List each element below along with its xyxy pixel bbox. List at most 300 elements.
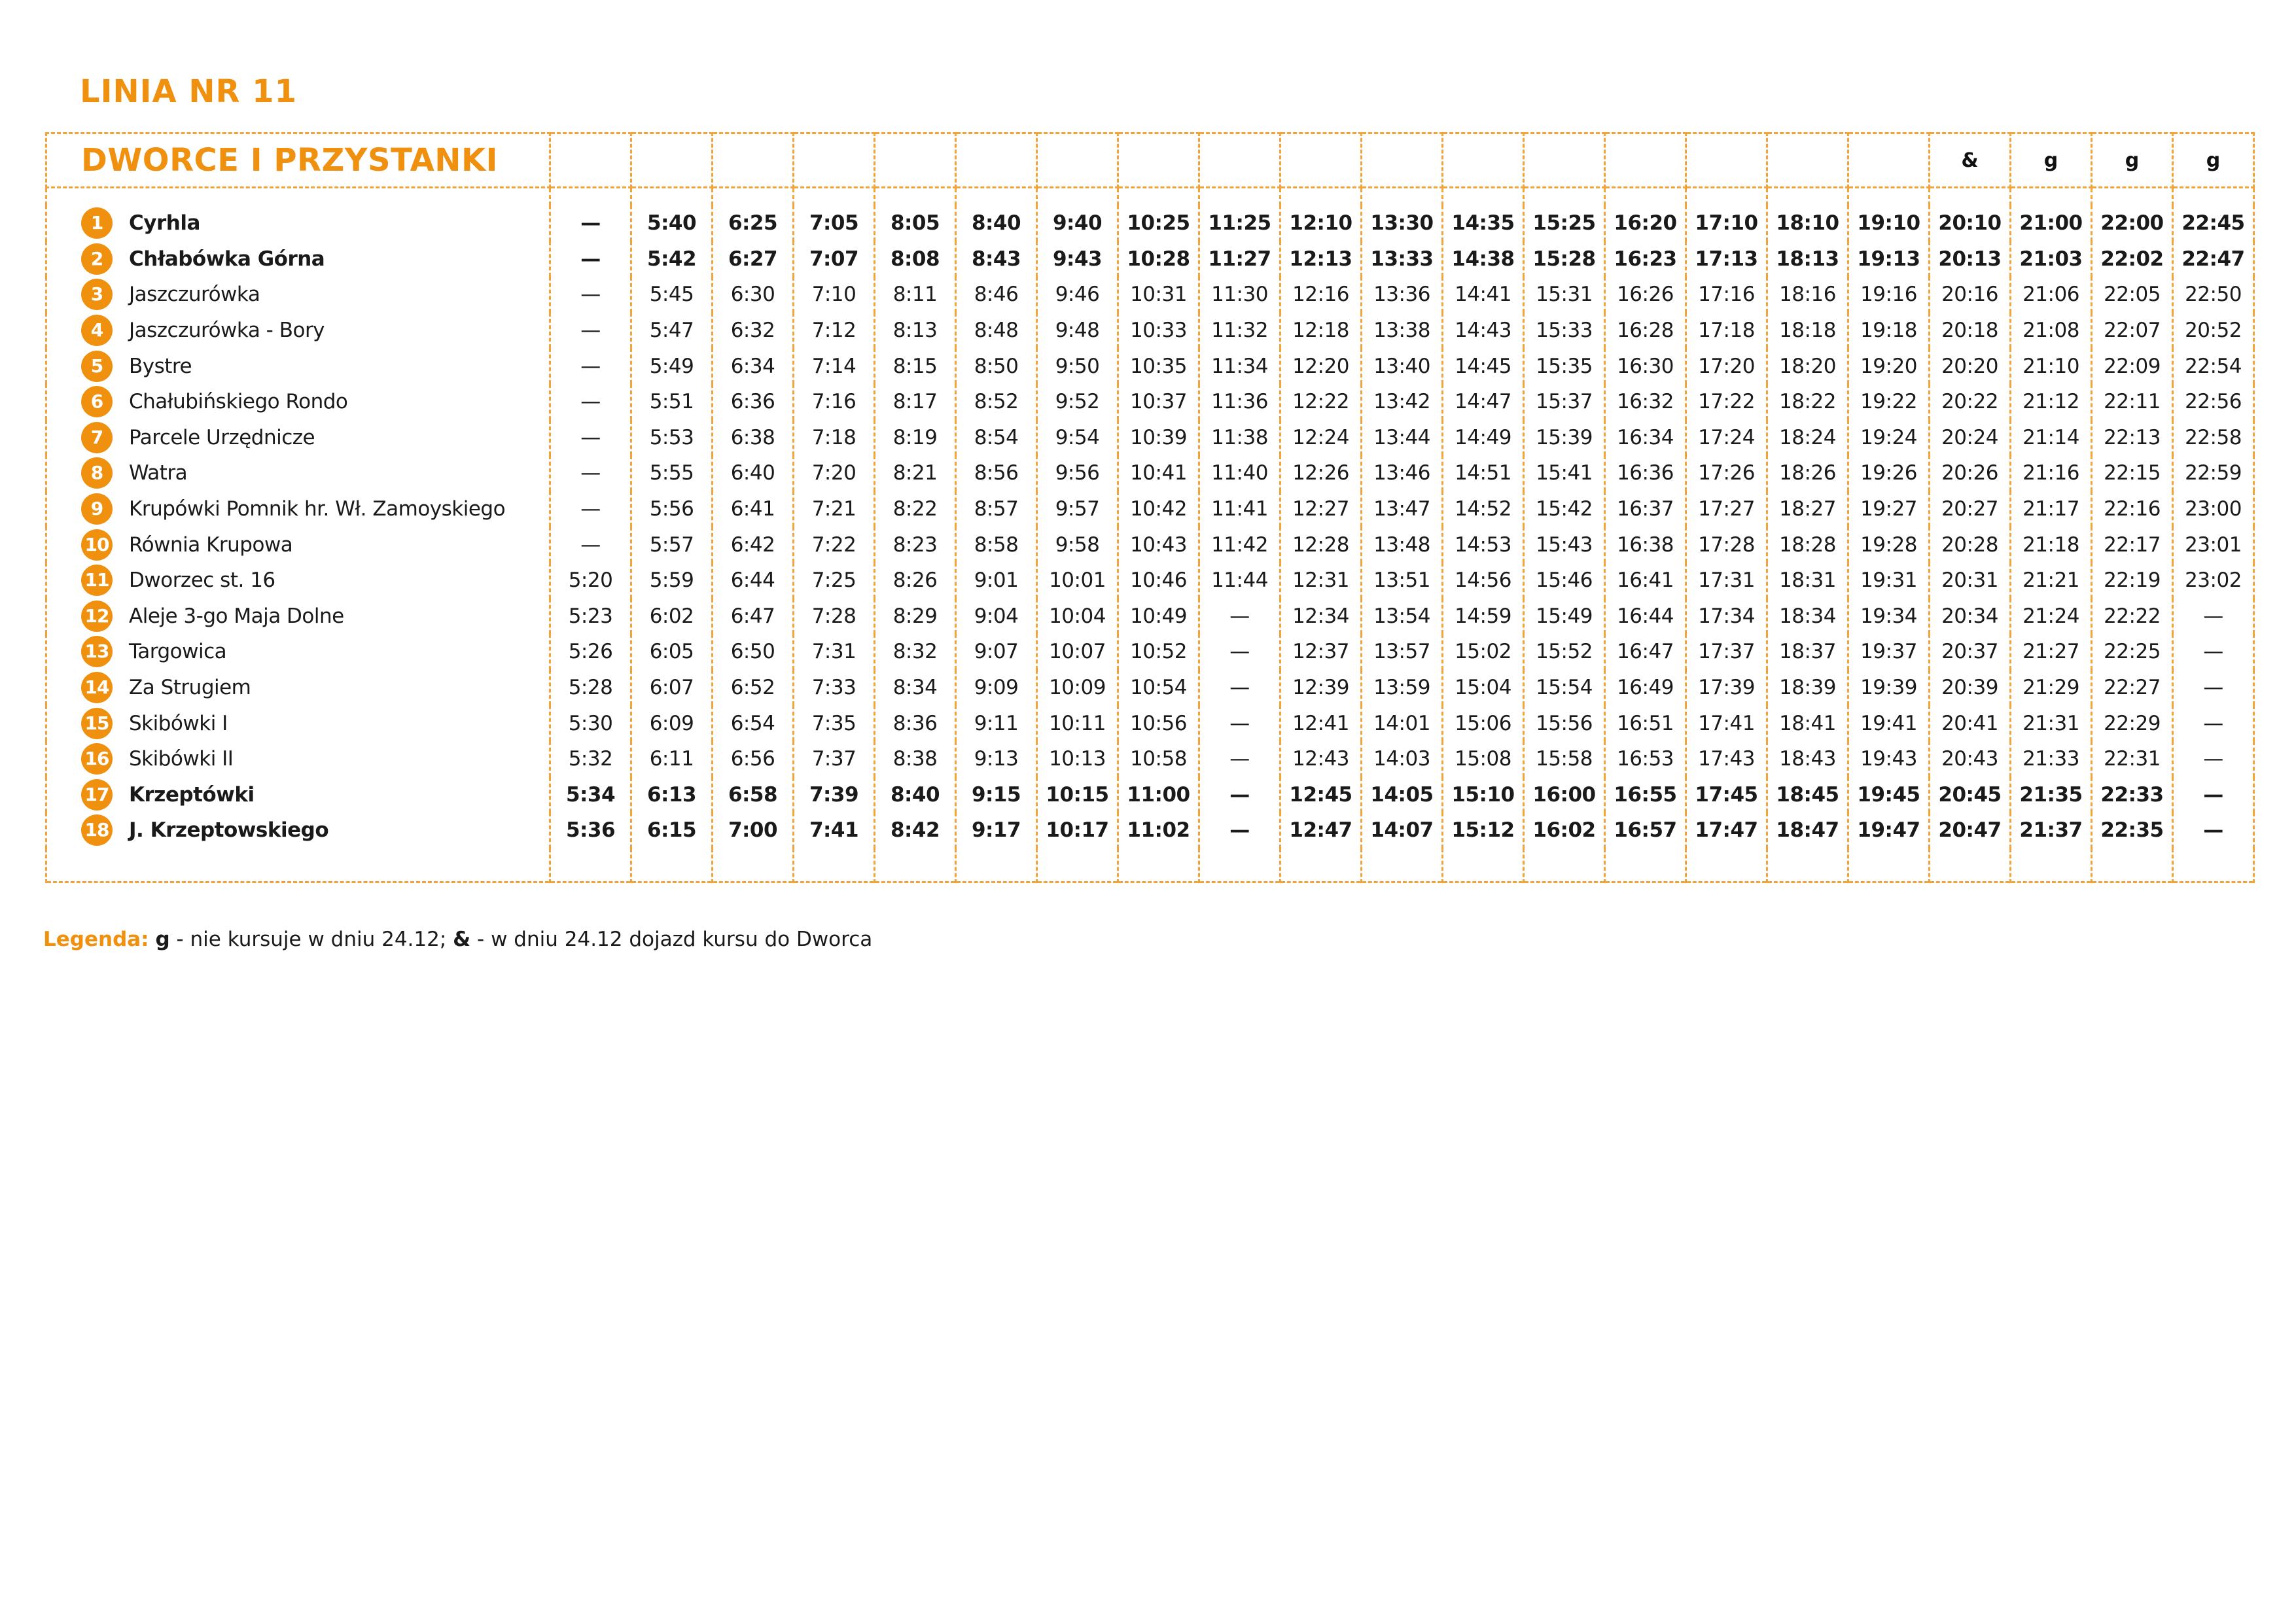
departure-time: 5:55: [631, 455, 713, 491]
departure-time: 9:07: [956, 634, 1037, 670]
stop-row: [46, 563, 2254, 599]
stop-name: Krzeptówki: [129, 782, 255, 807]
departure-time: 14:43: [1443, 313, 1524, 349]
stop-number-badge: 18: [81, 814, 113, 846]
departure-time: 16:47: [1605, 634, 1686, 670]
departure-time: 8:17: [875, 384, 956, 420]
trip-header-16: [1767, 133, 1848, 188]
legend-g-text: - nie kursuje w dniu 24.12;: [169, 928, 453, 951]
departure-time: —: [2173, 670, 2254, 706]
stop-cell: [46, 491, 550, 527]
departure-time: 5:57: [631, 527, 713, 563]
trip-header-19: g: [2011, 133, 2092, 188]
departure-time: 19:20: [1848, 348, 1930, 384]
stop-row: [46, 705, 2254, 741]
departure-time: 16:34: [1605, 420, 1686, 456]
departure-time: 12:22: [1280, 384, 1362, 420]
departure-time: 5:20: [550, 563, 631, 599]
departure-time: 19:45: [1848, 777, 1930, 813]
departure-time: 13:57: [1362, 634, 1443, 670]
departure-time: 8:23: [875, 527, 956, 563]
departure-time: 15:56: [1524, 705, 1605, 741]
departure-time: 15:10: [1443, 777, 1524, 813]
departure-time: 15:33: [1524, 313, 1605, 349]
departure-time: 8:54: [956, 420, 1037, 456]
departure-time: —: [550, 241, 631, 277]
departure-time: 8:15: [875, 348, 956, 384]
departure-time: 9:01: [956, 563, 1037, 599]
departure-time: 20:13: [1930, 241, 2011, 277]
departure-time: 15:54: [1524, 670, 1605, 706]
departure-time: 6:41: [713, 491, 794, 527]
stop-row: [46, 241, 2254, 277]
trip-header-5: [875, 133, 956, 188]
departure-time: 12:45: [1280, 777, 1362, 813]
departure-time: 20:27: [1930, 491, 2011, 527]
departure-time: 14:38: [1443, 241, 1524, 277]
departure-time: 18:43: [1767, 741, 1848, 777]
departure-time: 14:03: [1362, 741, 1443, 777]
stop-number-badge: 8: [81, 457, 113, 489]
departure-time: —: [2173, 634, 2254, 670]
departure-time: 14:56: [1443, 563, 1524, 599]
departure-time: —: [2173, 812, 2254, 848]
departure-time: 18:47: [1767, 812, 1848, 848]
departure-time: 19:37: [1848, 634, 1930, 670]
departure-time: 6:58: [713, 777, 794, 813]
departure-time: 6:15: [631, 812, 713, 848]
departure-time: 17:39: [1686, 670, 1767, 706]
stop-cell: [46, 599, 550, 635]
departure-time: 21:12: [2011, 384, 2092, 420]
departure-time: 18:13: [1767, 241, 1848, 277]
departure-time: 5:32: [550, 741, 631, 777]
departure-time: 14:45: [1443, 348, 1524, 384]
departure-time: 8:22: [875, 491, 956, 527]
departure-time: 12:31: [1280, 563, 1362, 599]
departure-time: 19:39: [1848, 670, 1930, 706]
departure-time: 18:16: [1767, 277, 1848, 313]
departure-time: 21:00: [2011, 205, 2092, 241]
page-title: LINIA NR 11: [80, 73, 297, 110]
departure-time: 16:57: [1605, 812, 1686, 848]
departure-time: 7:22: [794, 527, 875, 563]
stop-number-badge: 4: [81, 315, 113, 346]
departure-time: 13:59: [1362, 670, 1443, 706]
departure-time: 14:51: [1443, 455, 1524, 491]
departure-time: 19:16: [1848, 277, 1930, 313]
departure-time: 11:42: [1199, 527, 1280, 563]
departure-time: 10:54: [1118, 670, 1199, 706]
departure-time: 22:17: [2092, 527, 2173, 563]
departure-time: 7:31: [794, 634, 875, 670]
departure-time: 13:38: [1362, 313, 1443, 349]
departure-time: 22:15: [2092, 455, 2173, 491]
departure-time: 23:00: [2173, 491, 2254, 527]
departure-time: 21:18: [2011, 527, 2092, 563]
departure-time: 6:30: [713, 277, 794, 313]
departure-time: 17:47: [1686, 812, 1767, 848]
departure-time: 6:34: [713, 348, 794, 384]
departure-time: —: [550, 205, 631, 241]
departure-time: 7:41: [794, 812, 875, 848]
spacer-row: [46, 188, 2254, 206]
departure-time: —: [2173, 705, 2254, 741]
departure-time: 15:25: [1524, 205, 1605, 241]
departure-time: 15:04: [1443, 670, 1524, 706]
departure-time: 9:54: [1037, 420, 1118, 456]
departure-time: 20:26: [1930, 455, 2011, 491]
departure-time: 6:47: [713, 599, 794, 635]
departure-time: 21:03: [2011, 241, 2092, 277]
departure-time: 22:35: [2092, 812, 2173, 848]
departure-time: 9:43: [1037, 241, 1118, 277]
departure-time: 10:15: [1037, 777, 1118, 813]
stop-cell: [46, 670, 550, 706]
departure-time: 18:34: [1767, 599, 1848, 635]
departure-time: 16:44: [1605, 599, 1686, 635]
departure-time: 16:02: [1524, 812, 1605, 848]
departure-time: 18:10: [1767, 205, 1848, 241]
departure-time: 16:30: [1605, 348, 1686, 384]
stop-name: Parcele Urzędnicze: [129, 425, 315, 449]
stop-cell: [46, 205, 550, 241]
trip-header-12: [1443, 133, 1524, 188]
stop-number-badge: 9: [81, 493, 113, 525]
trip-header-15: [1686, 133, 1767, 188]
stop-name: Skibówki I: [129, 711, 228, 735]
departure-time: 15:06: [1443, 705, 1524, 741]
stop-name: Równia Krupowa: [129, 532, 293, 557]
departure-time: 22:50: [2173, 277, 2254, 313]
departure-time: 21:17: [2011, 491, 2092, 527]
departure-time: 5:34: [550, 777, 631, 813]
departure-time: 9:50: [1037, 348, 1118, 384]
departure-time: 15:39: [1524, 420, 1605, 456]
stop-number-badge: 11: [81, 565, 113, 596]
departure-time: 7:07: [794, 241, 875, 277]
departure-time: 22:11: [2092, 384, 2173, 420]
departure-time: 9:46: [1037, 277, 1118, 313]
departure-time: 12:39: [1280, 670, 1362, 706]
departure-time: —: [550, 348, 631, 384]
trip-header-9: [1199, 133, 1280, 188]
departure-time: 10:07: [1037, 634, 1118, 670]
departure-time: 15:52: [1524, 634, 1605, 670]
departure-time: 18:41: [1767, 705, 1848, 741]
departure-time: 19:22: [1848, 384, 1930, 420]
departure-time: 14:52: [1443, 491, 1524, 527]
departure-time: 19:18: [1848, 313, 1930, 349]
departure-time: 21:08: [2011, 313, 2092, 349]
departure-time: 13:47: [1362, 491, 1443, 527]
departure-time: 8:48: [956, 313, 1037, 349]
departure-time: 16:32: [1605, 384, 1686, 420]
departure-time: 15:42: [1524, 491, 1605, 527]
stop-row: [46, 348, 2254, 384]
spacer-row: [46, 848, 2254, 882]
departure-time: 7:05: [794, 205, 875, 241]
stop-name: Krupówki Pomnik hr. Wł. Zamoyskiego: [129, 497, 506, 521]
stop-row: [46, 384, 2254, 420]
departure-time: 8:58: [956, 527, 1037, 563]
departure-time: 20:10: [1930, 205, 2011, 241]
stop-name: Dworzec st. 16: [129, 568, 275, 593]
departure-time: 9:13: [956, 741, 1037, 777]
departure-time: 5:47: [631, 313, 713, 349]
departure-time: 22:16: [2092, 491, 2173, 527]
departure-time: 21:35: [2011, 777, 2092, 813]
departure-time: 8:26: [875, 563, 956, 599]
departure-time: 5:59: [631, 563, 713, 599]
trip-header-7: [1037, 133, 1118, 188]
departure-time: 19:26: [1848, 455, 1930, 491]
trip-header-18: &: [1930, 133, 2011, 188]
departure-time: 14:05: [1362, 777, 1443, 813]
legend: [43, 928, 872, 951]
departure-time: 15:37: [1524, 384, 1605, 420]
departure-time: 19:43: [1848, 741, 1930, 777]
departure-time: 17:10: [1686, 205, 1767, 241]
departure-time: 8:05: [875, 205, 956, 241]
departure-time: 8:29: [875, 599, 956, 635]
departure-time: 17:31: [1686, 563, 1767, 599]
departure-time: 21:16: [2011, 455, 2092, 491]
departure-time: 16:53: [1605, 741, 1686, 777]
departure-time: 8:52: [956, 384, 1037, 420]
departure-time: 17:37: [1686, 634, 1767, 670]
departure-time: 18:27: [1767, 491, 1848, 527]
stop-cell: [46, 634, 550, 670]
departure-time: 12:37: [1280, 634, 1362, 670]
departure-time: 15:12: [1443, 812, 1524, 848]
departure-time: 7:25: [794, 563, 875, 599]
departure-time: 17:18: [1686, 313, 1767, 349]
departure-time: 15:58: [1524, 741, 1605, 777]
stop-name: Targowica: [129, 640, 227, 664]
departure-time: 20:31: [1930, 563, 2011, 599]
departure-time: 18:20: [1767, 348, 1848, 384]
departure-time: 13:30: [1362, 205, 1443, 241]
departure-time: 6:09: [631, 705, 713, 741]
departure-time: 20:18: [1930, 313, 2011, 349]
departure-time: 8:40: [956, 205, 1037, 241]
departure-time: 5:49: [631, 348, 713, 384]
departure-time: 7:21: [794, 491, 875, 527]
departure-time: 20:20: [1930, 348, 2011, 384]
departure-time: 10:09: [1037, 670, 1118, 706]
departure-time: —: [550, 420, 631, 456]
departure-time: 6:54: [713, 705, 794, 741]
departure-time: 20:37: [1930, 634, 2011, 670]
departure-time: 17:28: [1686, 527, 1767, 563]
stop-name: Jaszczurówka - Bory: [129, 319, 325, 343]
stop-row: [46, 599, 2254, 635]
departure-time: 7:16: [794, 384, 875, 420]
departure-time: 20:45: [1930, 777, 2011, 813]
departure-time: 5:56: [631, 491, 713, 527]
departure-time: 17:22: [1686, 384, 1767, 420]
departure-time: 18:22: [1767, 384, 1848, 420]
departure-time: 14:07: [1362, 812, 1443, 848]
departure-time: 8:34: [875, 670, 956, 706]
departure-time: 10:58: [1118, 741, 1199, 777]
stop-row: [46, 634, 2254, 670]
departure-time: 21:24: [2011, 599, 2092, 635]
departure-time: —: [550, 277, 631, 313]
stop-cell: [46, 563, 550, 599]
departure-time: 17:26: [1686, 455, 1767, 491]
departure-time: 21:33: [2011, 741, 2092, 777]
departure-time: —: [1199, 705, 1280, 741]
legend-label: Legenda:: [43, 928, 149, 951]
stop-cell: [46, 277, 550, 313]
legend-amp-text: - w dniu 24.12 dojazd kursu do Dworca: [470, 928, 873, 951]
stop-name: Aleje 3-go Maja Dolne: [129, 604, 344, 628]
departure-time: 21:14: [2011, 420, 2092, 456]
departure-time: 18:37: [1767, 634, 1848, 670]
departure-time: 9:58: [1037, 527, 1118, 563]
stop-number-badge: 3: [81, 279, 113, 310]
departure-time: —: [2173, 741, 2254, 777]
departure-time: 11:27: [1199, 241, 1280, 277]
departure-time: 23:02: [2173, 563, 2254, 599]
departure-time: 22:56: [2173, 384, 2254, 420]
departure-time: 14:47: [1443, 384, 1524, 420]
departure-time: 21:10: [2011, 348, 2092, 384]
departure-time: 15:35: [1524, 348, 1605, 384]
departure-time: 10:04: [1037, 599, 1118, 635]
departure-time: —: [550, 384, 631, 420]
departure-time: 13:40: [1362, 348, 1443, 384]
departure-time: 22:29: [2092, 705, 2173, 741]
departure-time: 18:28: [1767, 527, 1848, 563]
departure-time: 8:42: [875, 812, 956, 848]
departure-time: 7:10: [794, 277, 875, 313]
departure-time: 5:40: [631, 205, 713, 241]
departure-time: 6:40: [713, 455, 794, 491]
departure-time: 11:30: [1199, 277, 1280, 313]
departure-time: 12:27: [1280, 491, 1362, 527]
departure-time: 15:41: [1524, 455, 1605, 491]
departure-time: 19:13: [1848, 241, 1930, 277]
departure-time: 6:05: [631, 634, 713, 670]
departure-time: 22:59: [2173, 455, 2254, 491]
stop-row: [46, 313, 2254, 349]
departure-time: 14:35: [1443, 205, 1524, 241]
departure-time: 10:41: [1118, 455, 1199, 491]
departure-time: 5:26: [550, 634, 631, 670]
departure-time: —: [550, 527, 631, 563]
departure-time: 22:05: [2092, 277, 2173, 313]
departure-time: 10:42: [1118, 491, 1199, 527]
stops-column-header: DWORCE I PRZYSTANKI: [46, 133, 550, 188]
departure-time: 9:52: [1037, 384, 1118, 420]
departure-time: 22:58: [2173, 420, 2254, 456]
departure-time: 8:40: [875, 777, 956, 813]
departure-time: —: [1199, 670, 1280, 706]
departure-time: 8:38: [875, 741, 956, 777]
departure-time: 21:27: [2011, 634, 2092, 670]
departure-time: 11:40: [1199, 455, 1280, 491]
departure-time: 16:41: [1605, 563, 1686, 599]
trip-header-10: [1280, 133, 1362, 188]
stop-number-badge: 13: [81, 636, 113, 667]
stop-number-badge: 5: [81, 351, 113, 382]
departure-time: 22:31: [2092, 741, 2173, 777]
trip-header-8: [1118, 133, 1199, 188]
stop-row: [46, 812, 2254, 848]
departure-time: 11:25: [1199, 205, 1280, 241]
departure-time: 8:50: [956, 348, 1037, 384]
departure-time: 10:17: [1037, 812, 1118, 848]
stop-row: [46, 277, 2254, 313]
departure-time: 6:07: [631, 670, 713, 706]
departure-time: 17:34: [1686, 599, 1767, 635]
departure-time: 9:56: [1037, 455, 1118, 491]
departure-time: 6:56: [713, 741, 794, 777]
departure-time: 10:52: [1118, 634, 1199, 670]
departure-time: 15:28: [1524, 241, 1605, 277]
departure-time: 22:00: [2092, 205, 2173, 241]
departure-time: 21:37: [2011, 812, 2092, 848]
stop-name: Bystre: [129, 354, 192, 378]
departure-time: 20:24: [1930, 420, 2011, 456]
stop-name: Chałubińskiego Rondo: [129, 390, 348, 414]
departure-time: 19:41: [1848, 705, 1930, 741]
stop-cell: [46, 420, 550, 456]
departure-time: 12:41: [1280, 705, 1362, 741]
departure-time: 8:32: [875, 634, 956, 670]
trip-header-6: [956, 133, 1037, 188]
departure-time: 15:31: [1524, 277, 1605, 313]
stop-name: Skibówki II: [129, 747, 234, 771]
departure-time: 15:49: [1524, 599, 1605, 635]
stop-number-badge: 12: [81, 601, 113, 632]
departure-time: 22:02: [2092, 241, 2173, 277]
departure-time: —: [1199, 741, 1280, 777]
departure-time: 7:12: [794, 313, 875, 349]
departure-time: 17:20: [1686, 348, 1767, 384]
departure-time: 17:24: [1686, 420, 1767, 456]
stop-cell: [46, 527, 550, 563]
stop-cell: [46, 705, 550, 741]
departure-time: 16:49: [1605, 670, 1686, 706]
departure-time: 22:13: [2092, 420, 2173, 456]
departure-time: 12:16: [1280, 277, 1362, 313]
departure-time: —: [2173, 777, 2254, 813]
timetable: [45, 132, 2255, 883]
departure-time: 10:39: [1118, 420, 1199, 456]
stop-name: Cyrhla: [129, 211, 200, 236]
departure-time: 22:47: [2173, 241, 2254, 277]
departure-time: 6:32: [713, 313, 794, 349]
departure-time: 9:15: [956, 777, 1037, 813]
departure-time: 10:49: [1118, 599, 1199, 635]
departure-time: 20:43: [1930, 741, 2011, 777]
stop-cell: [46, 241, 550, 277]
departure-time: 8:56: [956, 455, 1037, 491]
legend-amp-key: &: [453, 928, 471, 951]
departure-time: 13:51: [1362, 563, 1443, 599]
stop-row: [46, 670, 2254, 706]
departure-time: 12:24: [1280, 420, 1362, 456]
departure-time: 11:36: [1199, 384, 1280, 420]
departure-time: 15:43: [1524, 527, 1605, 563]
departure-time: 18:26: [1767, 455, 1848, 491]
departure-time: 23:01: [2173, 527, 2254, 563]
stop-row: [46, 741, 2254, 777]
